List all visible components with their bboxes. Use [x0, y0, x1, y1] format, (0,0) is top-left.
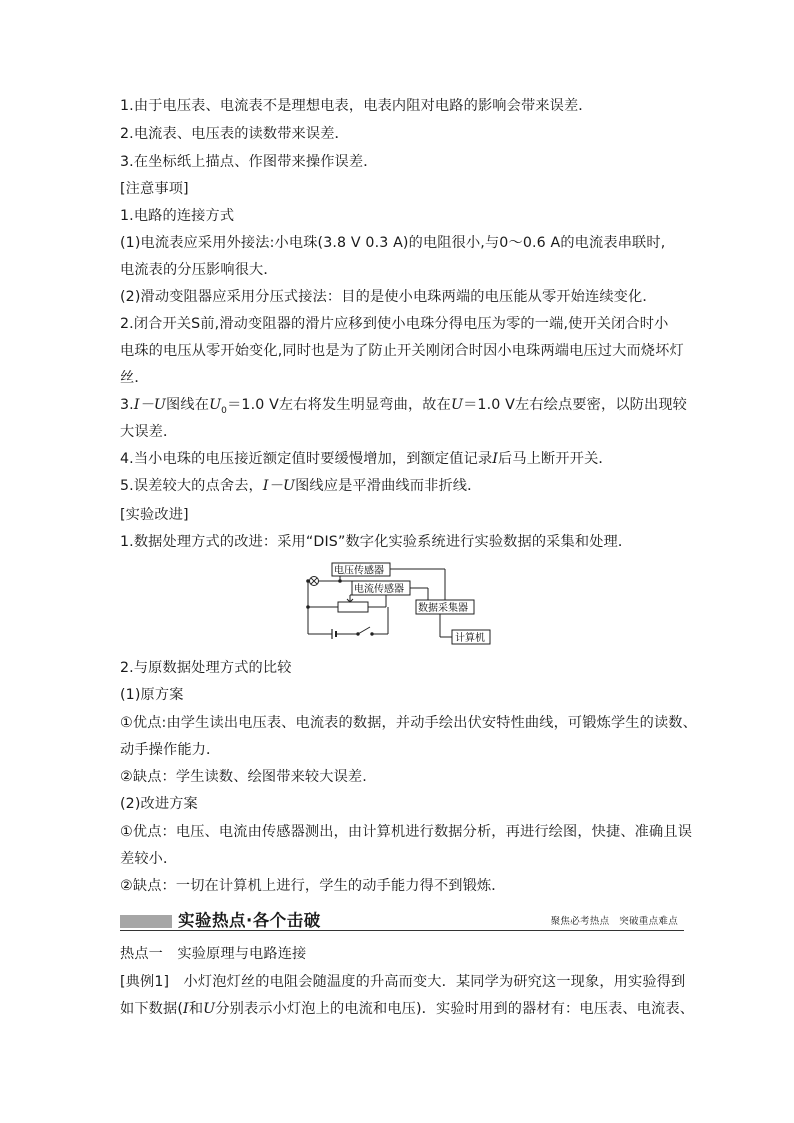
original-pros-line-1: ①优点:由学生读出电压表、电流表的数据，并动手绘出伏安特性曲线，可锻炼学生的读数、	[120, 715, 697, 731]
improved-pros-line-1: ①优点：电压、电流由传感器测出，由计算机进行数据分析，再进行绘图，快捷、准确且误	[120, 824, 693, 840]
banner-subtitle: 聚焦必考热点 突破重点难点	[550, 916, 678, 927]
section-heading-notes: [注意事项]	[120, 181, 189, 197]
current-sensor-label: 电流传感器	[354, 584, 404, 595]
error-item-1: 1.由于电压表、电流表不是理想电表，电表内阻对电路的影响会带来误差．	[120, 98, 593, 114]
computer-label: 计算机	[455, 633, 485, 644]
note-1a-line-2: 电流表的分压影响很大．	[120, 262, 278, 278]
improvement-2: 2.与原数据处理方式的比较	[120, 660, 292, 676]
example-line-1: [典例1] 小灯泡灯丝的电阻会随温度的升高而变大．某同学为研究这一现象，用实验得到	[120, 974, 686, 990]
dis-circuit-diagram	[300, 560, 500, 650]
banner-rule	[120, 930, 684, 931]
note-3-line-1: 3.I－U图线在$U_0=1.0$ V左右将发生明显弯曲，故在U＝1.0 V左右绘点要密，以防出现较	[120, 397, 688, 416]
original-plan-heading: (1)原方案	[120, 687, 184, 703]
hotspot-heading: 热点一 实验原理与电路连接	[120, 946, 307, 962]
improved-plan-heading: (2)改进方案	[120, 796, 198, 812]
data-collector-label: 数据采集器	[418, 603, 468, 614]
rheostat-icon	[338, 602, 368, 612]
note-3-line-2: 大误差．	[120, 424, 178, 440]
note-2-line-2: 电珠的电压从零开始变化,同时也是为了防止开关刚闭合时因小电珠两端电压过大而烧坏灯	[120, 343, 684, 359]
note-2-line-1: 2.闭合开关S前,滑动变阻器的滑片应移到使小电珠分得电压为零的一端,使开关闭合时小	[120, 316, 669, 332]
note-2-line-3: 丝．	[120, 370, 149, 386]
original-pros-line-2: 动手操作能力．	[120, 742, 221, 758]
banner-title: 实验热点·各个击破	[178, 911, 321, 930]
improvement-1: 1.数据处理方式的改进：采用“DIS”数字化实验系统进行实验数据的采集和处理．	[120, 534, 633, 550]
section-banner	[120, 911, 684, 931]
voltage-sensor-label: 电压传感器	[334, 565, 384, 577]
error-item-3: 3.在坐标纸上描点、作图带来操作误差．	[120, 154, 378, 170]
improved-cons: ②缺点：一切在计算机上进行，学生的动手能力得不到锻炼．	[120, 878, 506, 894]
banner-gray-bar	[120, 915, 172, 928]
improved-pros-line-2: 差较小．	[120, 851, 178, 867]
note-1-heading: 1.电路的连接方式	[120, 208, 235, 224]
original-cons: ②缺点：学生读数、绘图带来较大误差.	[120, 769, 367, 785]
note-5: 5.误差较大的点舍去，I－U图线应是平滑曲线而非折线．	[120, 478, 482, 494]
section-heading-improvement: [实验改进]	[120, 507, 189, 523]
switch-lever	[358, 627, 370, 634]
error-item-2: 2.电流表、电压表的读数带来误差．	[120, 126, 349, 142]
note-1b: (2)滑动变阻器应采用分压式接法：目的是使小电珠两端的电压能从零开始连续变化．	[120, 289, 657, 305]
note-4: 4.当小电珠的电压接近额定值时要缓慢增加，到额定值记录I后马上断开开关．	[120, 451, 613, 467]
example-line-2: 如下数据(I和U分别表示小灯泡上的电流和电压)．实验时用到的器材有：电压表、电流表、	[120, 1001, 695, 1017]
note-1a-line-1: (1)电流表应采用外接法:小电珠(3.8 V 0.3 A)的电阻很小,与0～0.6 A的电流表串联时,	[120, 235, 666, 251]
